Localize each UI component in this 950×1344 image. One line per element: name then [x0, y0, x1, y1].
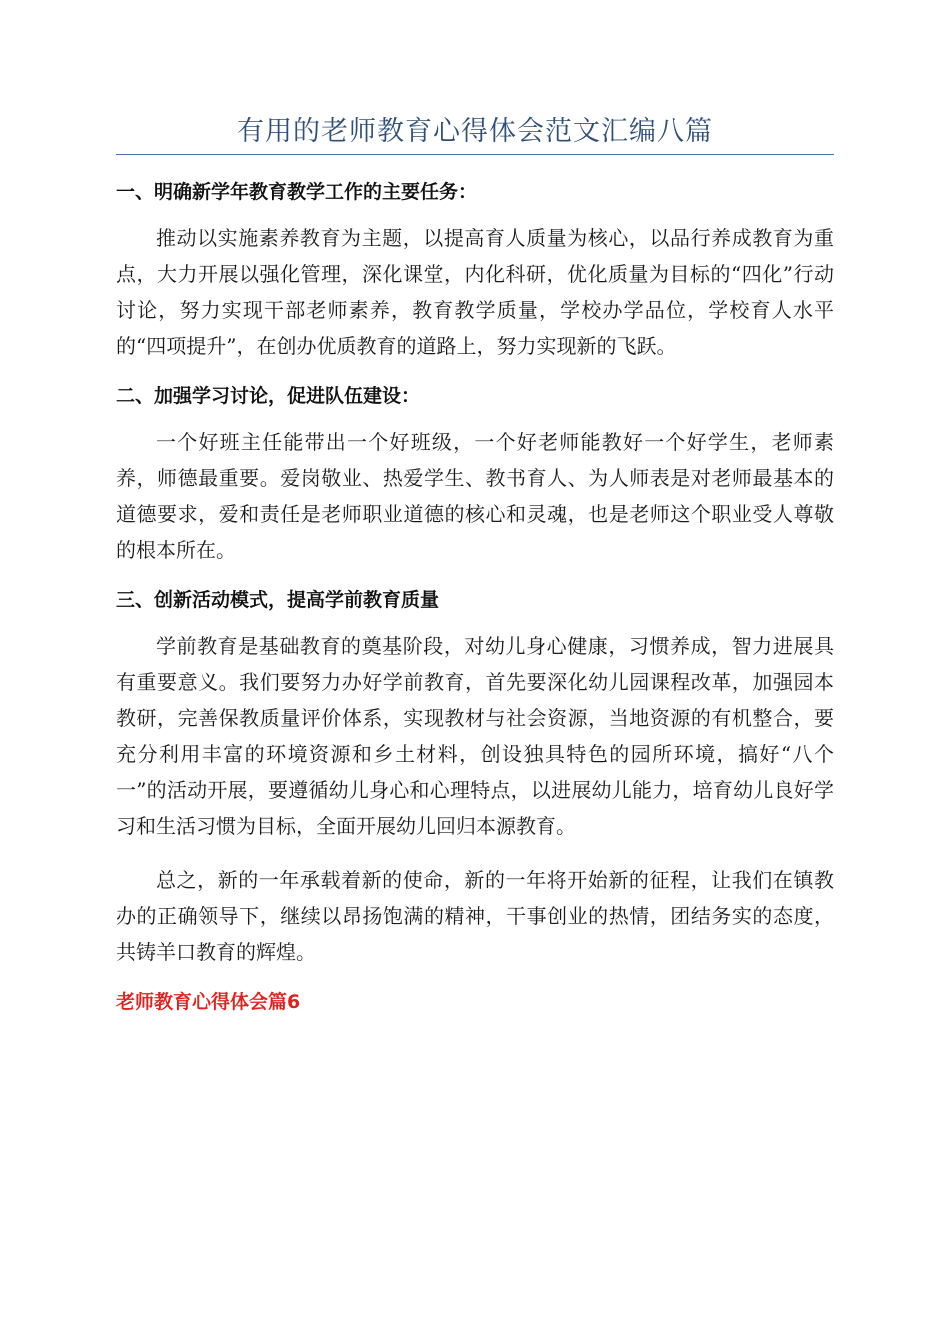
section-heading-3: 三、创新活动模式，提高学前教育质量 — [116, 589, 440, 611]
document-title: 有用的老师教育心得体会范文汇编八篇 — [237, 116, 713, 147]
section-heading-1: 一、明确新学年教育教学工作的主要任务： — [116, 181, 478, 203]
section-heading-2: 二、加强学习讨论，促进队伍建设： — [116, 385, 421, 407]
next-article-heading: 老师教育心得体会篇6 — [116, 991, 301, 1013]
conclusion-paragraph: 总之，新的一年承载着新的使命，新的一年将开始新的征程，让我们在镇教办的正确领导下，继续以昂扬饱满的精神，干事创业的热情，团结务实的态度，共铸羊口教育的辉煌。 — [116, 868, 834, 964]
section-paragraph-2: 一个好班主任能带出一个好班级，一个好老师能教好一个好学生，老师素养，师德最重要。爱岗敬业、热爱学生、教书育人、为人师表是对老师最基本的道德要求，爱和责任是老师职业道德的核心和灵魂，也是老师这个职业受人尊敬的根本所在。 — [116, 430, 834, 562]
section-paragraph-3: 学前教育是基础教育的奠基阶段，对幼儿身心健康，习惯养成，智力进展具有重要意义。我们要努力办好学前教育，首先要深化幼儿园课程改革，加强园本教研，完善保教质量评价体系，实现教材与社会资源，当地资源的有机整合，要充分利用丰富的环境资源和乡土材料，创设独具特色的园所环境，搞好“八个一”的活动开展，要遵循幼儿身心和心理特点，以进展幼儿能力，培育幼儿良好学习和生活习惯为目标，全面开展幼儿回归本源教育。 — [116, 634, 834, 838]
title-underline — [116, 154, 834, 155]
section-paragraph-1: 推动以实施素养教育为主题，以提高育人质量为核心，以品行养成教育为重点，大力开展以强化管理，深化课堂，内化科研，优化质量为目标的“四化”行动讨论，努力实现干部老师素养，教育教学质量，学校办学品位，学校育人水平的“四项提升”，在创办优质教育的道路上，努力实现新的飞跃。 — [116, 226, 834, 358]
document-body — [116, 172, 834, 1016]
